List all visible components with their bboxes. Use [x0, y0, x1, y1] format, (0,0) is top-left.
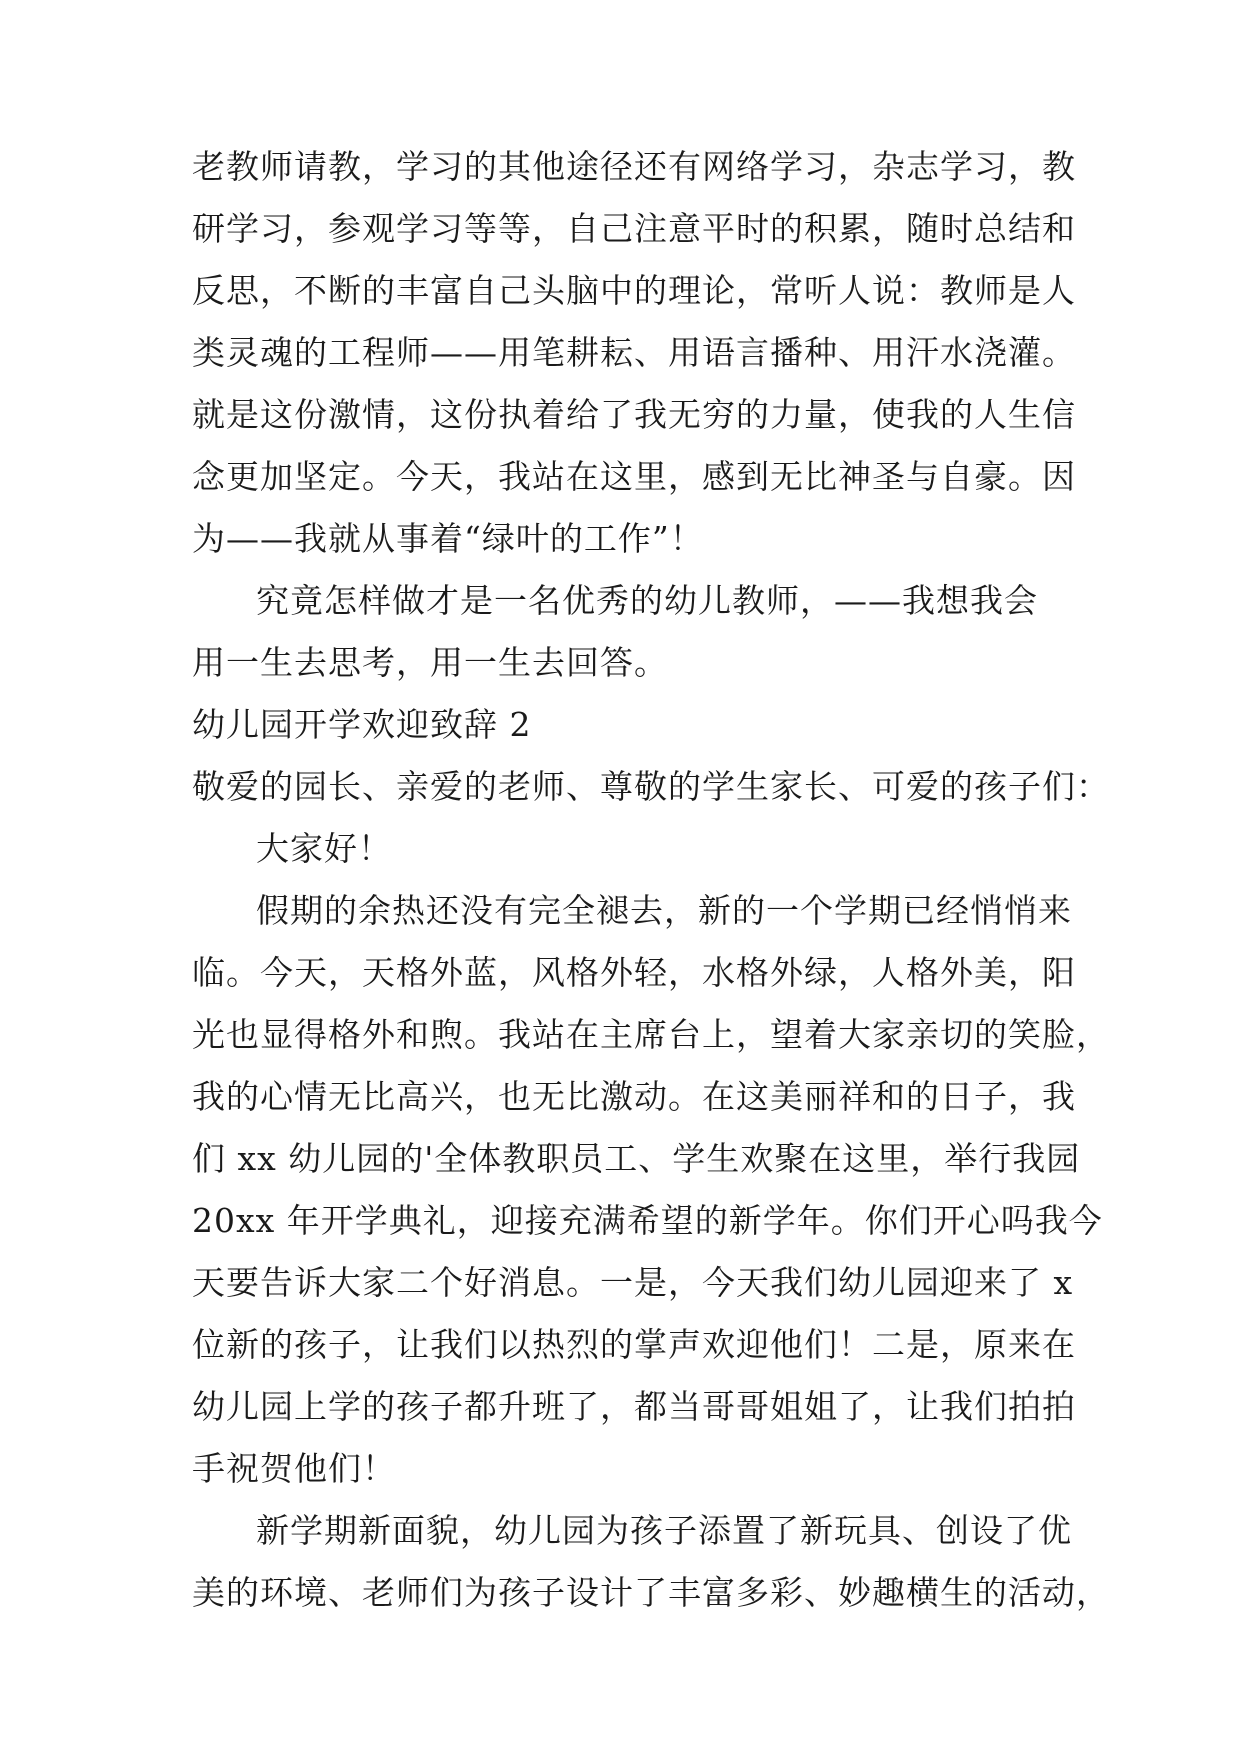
text-line: 反思，不断的丰富自己头脑中的理论，常听人说：教师是人: [192, 271, 1076, 310]
text-line: 光也显得格外和煦。我站在主席台上，望着大家亲切的笑脸，: [192, 1015, 1110, 1054]
text-line: 我的心情无比高兴，也无比激动。在这美丽祥和的日子，我: [192, 1077, 1076, 1116]
text-line: 美的环境、老师们为孩子设计了丰富多彩、妙趣横生的活动，: [192, 1573, 1110, 1612]
text-line: 手祝贺他们！: [192, 1449, 396, 1488]
text-line: 就是这份激情，这份执着给了我无穷的力量，使我的人生信: [192, 395, 1076, 434]
text-line-indented: 假期的余热还没有完全褪去，新的一个学期已经悄悄来: [256, 891, 1072, 930]
text-line: 为——我就从事着“绿叶的工作”！: [192, 519, 704, 558]
text-line: 们 xx 幼儿园的'全体教职员工、学生欢聚在这里，举行我园: [192, 1139, 1081, 1178]
text-line: 临。今天，天格外蓝，风格外轻，水格外绿，人格外美，阳: [192, 953, 1076, 992]
text-line: 念更加坚定。今天，我站在这里，感到无比神圣与自豪。因: [192, 457, 1076, 496]
text-line: 天要告诉大家二个好消息。一是，今天我们幼儿园迎来了 x: [192, 1263, 1074, 1302]
text-line: 类灵魂的工程师——用笔耕耘、用语言播种、用汗水浇灌。: [192, 333, 1076, 372]
text-line-indented: 新学期新面貌，幼儿园为孩子添置了新玩具、创设了优: [256, 1511, 1072, 1550]
text-line: 位新的孩子，让我们以热烈的掌声欢迎他们！二是，原来在: [192, 1325, 1076, 1364]
greeting-line: 大家好！: [256, 829, 392, 868]
text-line: 幼儿园上学的孩子都升班了，都当哥哥姐姐了，让我们拍拍: [192, 1387, 1076, 1426]
document-body: [192, 136, 1110, 1624]
text-line: 20xx 年开学典礼，迎接充满希望的新学年。你们开心吗我今: [192, 1201, 1103, 1240]
text-line: 用一生去思考，用一生去回答。: [192, 643, 668, 682]
text-line-indented: 究竟怎样做才是一名优秀的幼儿教师，——我想我会: [256, 581, 1038, 620]
salutation-line: 敬爱的园长、亲爱的老师、尊敬的学生家长、可爱的孩子们：: [192, 767, 1110, 806]
text-line: 老教师请教，学习的其他途径还有网络学习，杂志学习，教: [192, 147, 1076, 186]
section-heading: 幼儿园开学欢迎致辞 2: [192, 705, 532, 744]
text-line: 研学习，参观学习等等，自己注意平时的积累，随时总结和: [192, 209, 1076, 248]
